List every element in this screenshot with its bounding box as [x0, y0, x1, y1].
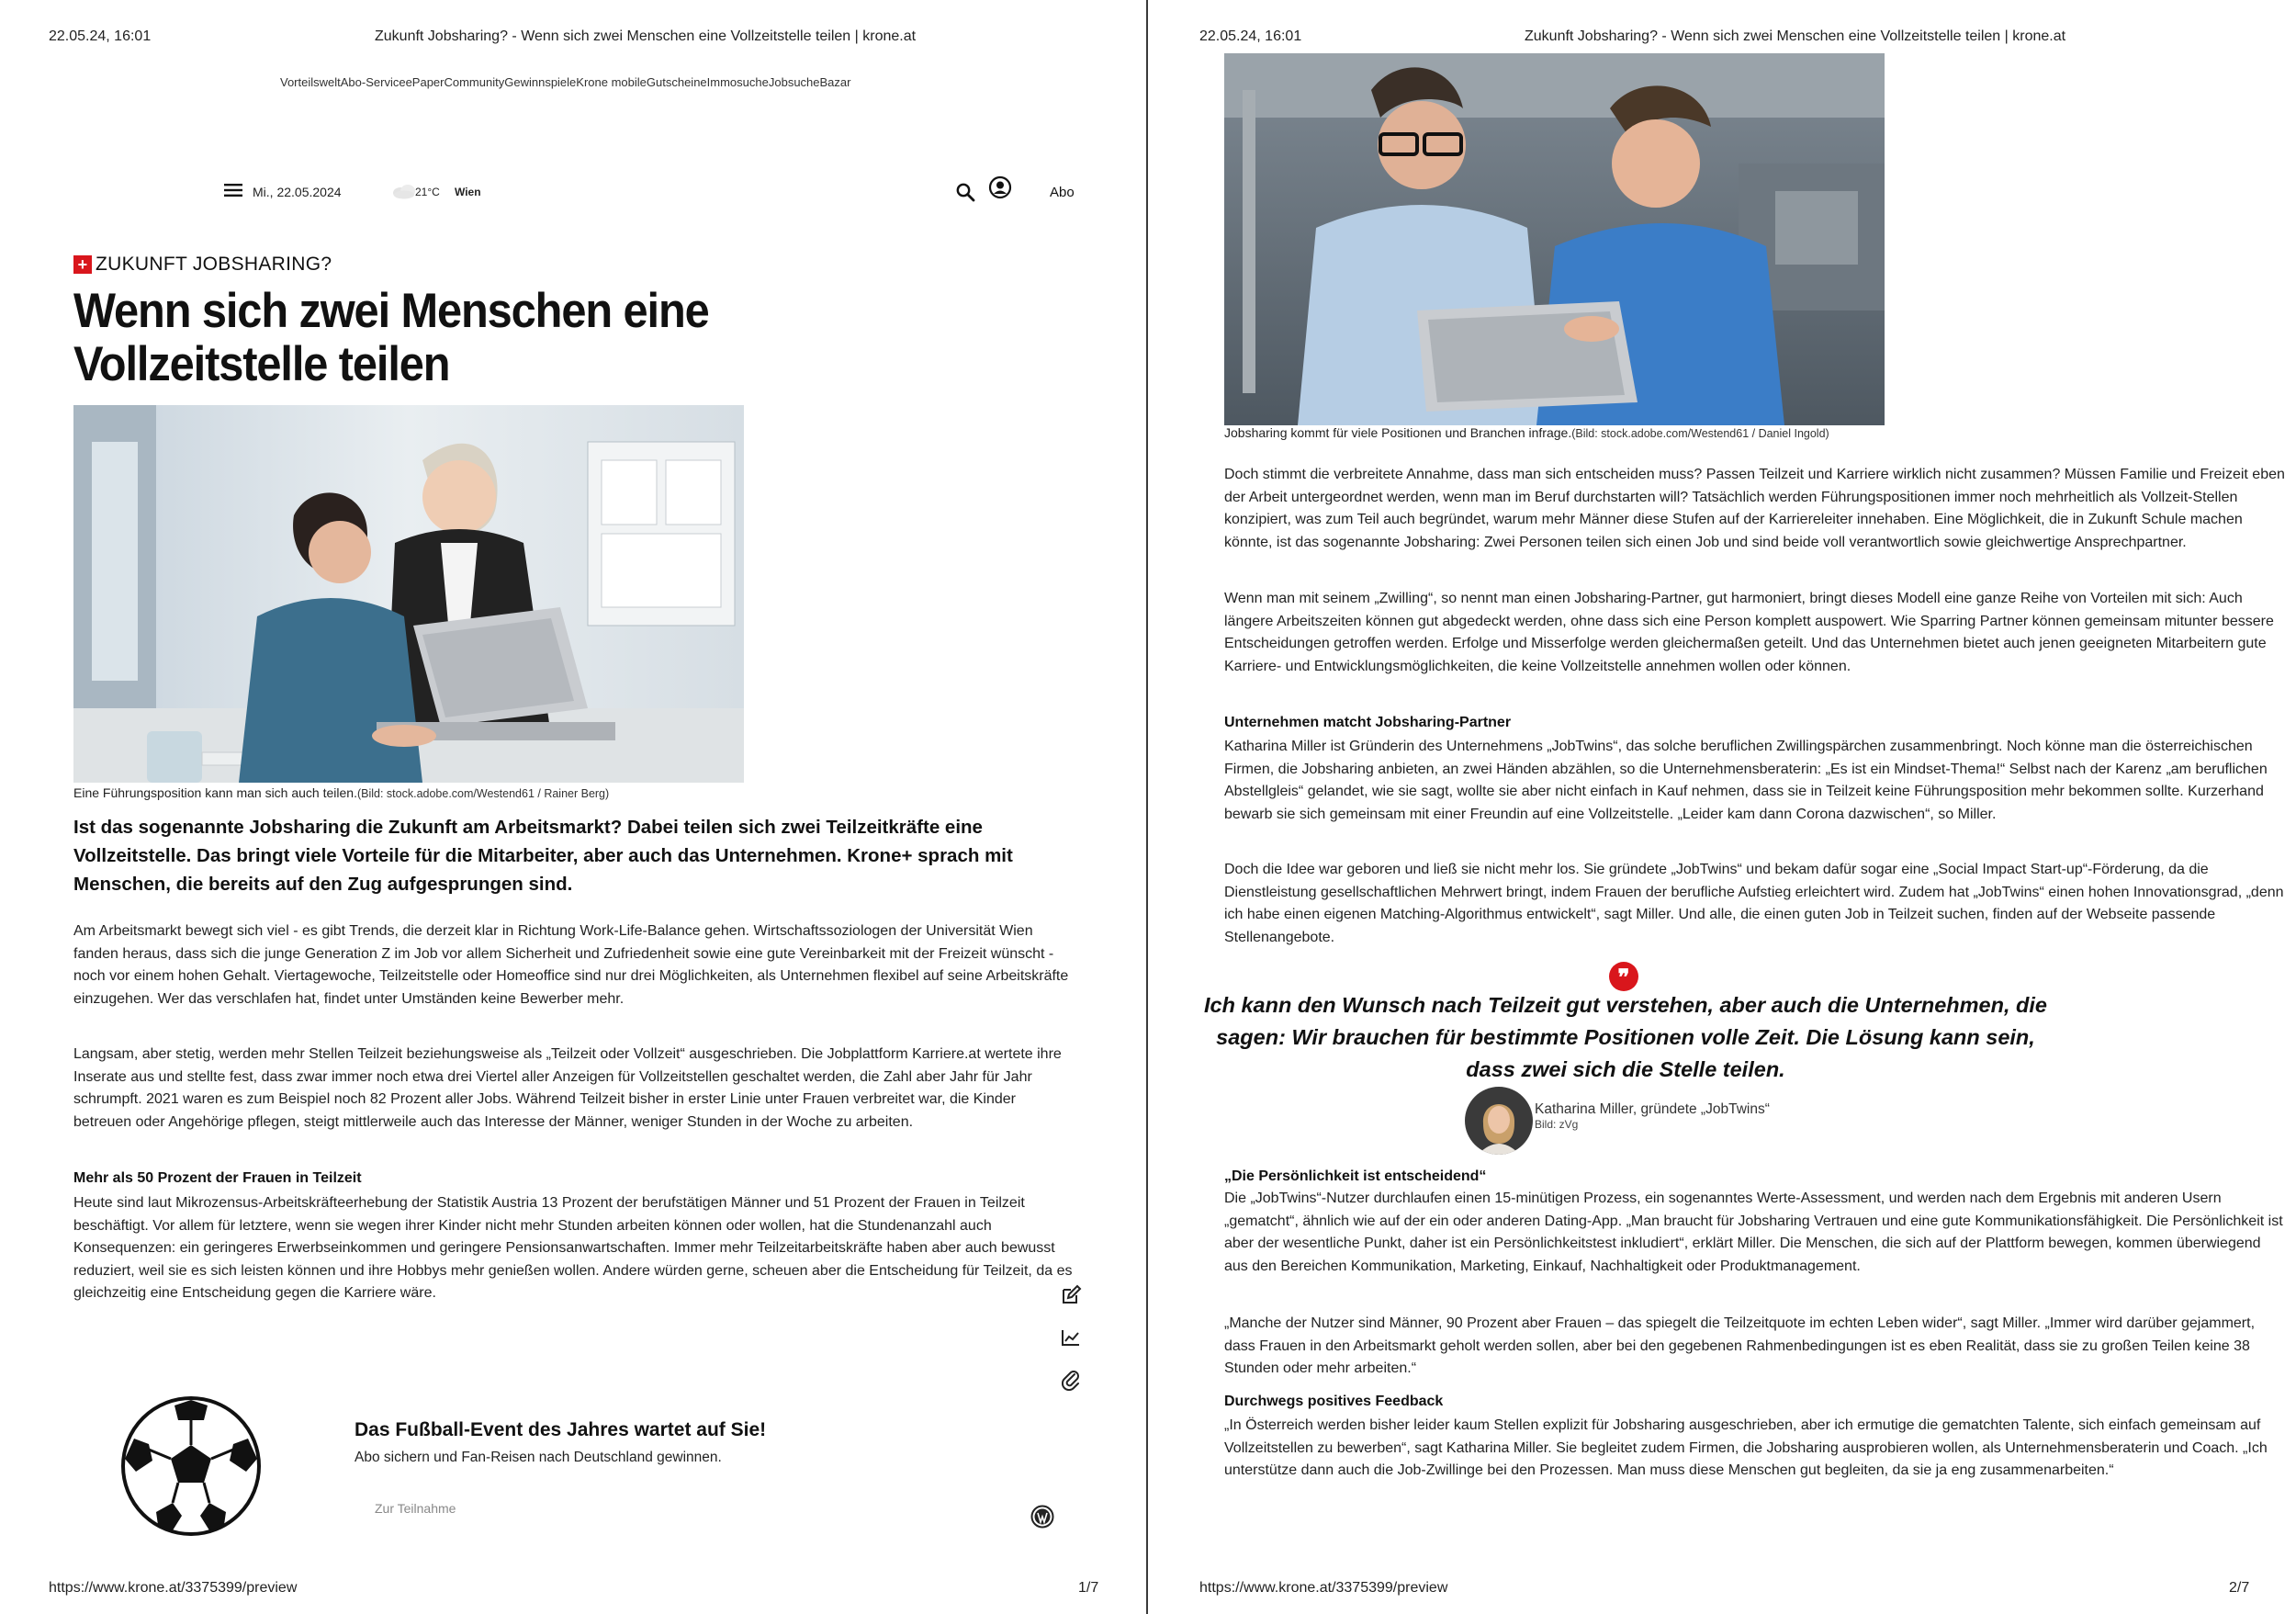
article-photo-office-women	[73, 405, 744, 783]
article-paragraph: Katharina Miller ist Gründerin des Unternehmens „JobTwins“, das solche beruflichen Zwillingspärchen zusammenbringt. Noch könne man die österreichischen Firmen, die Jobsharing anbieten, an zwei Händen abzählen, so die Unternehmensberaterin: „Es ist ein Mindset-Thema!“ Selbst nach der Karenz „am beruflichen Abstellgleis“ gelandet, wie sie sagt, wollte sie aber nicht einfach in Kauf nehmen, dass sie in Teilzeit keine Führungsposition mehr bekommen sollte. Kurzerhand bewarb sie sich gemeinsam mit einer Freundin auf eine Vollzeitstelle. „Leider kam dann Corona dazwischen“, so Miller.	[1224, 739, 2268, 822]
weather-city: Wien	[455, 186, 481, 198]
search-icon[interactable]	[952, 179, 978, 205]
caption-credit: (Bild: stock.adobe.com/Westend61 / Daniel Ingold)	[1571, 427, 1829, 440]
temperature: 21°C	[415, 186, 440, 198]
quote-author	[1465, 1087, 1770, 1155]
article-paragraph: Wenn man mit seinem „Zwilling“, so nennt man einen Jobsharing-Partner, gut harmoniert, bringt dieses Modell eine ganze Reihe von Vorteilen mit sich: Auch längere Arbeitszeiten können gut abgedeckt werden, ohne dass sich eine Person komplett auspowert. Wie Sparring Partner können gemeinsam mitunter bessere Entscheidungen getroffen werden. Erfolge und Misserfolge werden gleichermaßen geteilt. Und das Unternehmen bietet auch jenen geeigneten Mitarbeitern gute Karriere- und Entwicklungsmöglichkeiten, die keine Vollzeitstelle annehmen wollen oder können.	[1224, 591, 2274, 674]
print-page-number: 1/7	[1078, 1580, 1099, 1596]
article-paragraph: Langsam, aber stetig, werden mehr Stellen Teilzeit beziehungsweise als „Teilzeit oder Vollzeit“ ausgeschrieben. Die Jobplattform Karriere.at wertete ihre Inserate aus und stellte fest, dass zwar immer noch etwa drei Viertel aller Anzeigen für Vollzeitstellen geschaltet werden, die Zahl aber Jahr für Jahr schrumpft. 2021 waren es zum Beispiel noch 82 Prozent aller Jobs. Während Teilzeit bisher in erster Linie unter Frauen verbreitet war, die Kinder betreuen oder Angehörige pflegen, steigt mittlerweile auch das Interesse der Männer, weniger Stunden in der Woche zu arbeiten.	[73, 1046, 1062, 1130]
article-paragraph: „Manche der Nutzer sind Männer, 90 Prozent aber Frauen – das spiegelt die Teilzeitquote im echten Leben wider“, sagt Miller. „Immer wird darüber gejammert, dass Frauen in den Arbeitsmarkt geholt werden sollen, aber bei den gegebenen Rahmenbedingungen ist es eben Realität, dass sie zu großen Teilen keine 38 Stunden oder mehr arbeiten.“	[1224, 1315, 2256, 1376]
promo-link[interactable]: Zur Teilnahme	[375, 1501, 456, 1516]
article-paragraph: Doch die Idee war geboren und ließ sie nicht mehr los. Sie gründete „JobTwins“ und bekam dafür sogar eine „Social Impact Start-up“-Förderung, da die Dienstleistung gesellschaftlichen Mehrwert bringt, indem Frauen der berufliche Aufstieg erleichtert wird. Zudem hat „JobTwins“ einen hohen Innovationsgrad, „denn ich habe einen eigenen Matching-Algorithmus entwickelt“, sagt Miller. Und alle, die einen guten Job in Teilzeit suchen, finden auf der Webseite passende Stellenangebote.	[1224, 862, 2284, 945]
section-heading: Unternehmen matcht Jobsharing-Partner	[1224, 715, 1512, 730]
print-page-number: 2/7	[2229, 1580, 2250, 1596]
section-heading: „Die Persönlichkeit ist entscheidend“	[1224, 1168, 1487, 1184]
side-tools	[1058, 1282, 1086, 1409]
print-timestamp: 22.05.24, 16:01	[1199, 28, 1302, 44]
wordpress-icon	[1030, 1505, 1054, 1533]
nav-item[interactable]: Jobsuche	[768, 75, 820, 89]
article-paragraph: „In Österreich werden bisher leider kaum Stellen explizit für Jobsharing ausgeschrieben, aber ich ermutige die gematchten Talente, sich einfach gemeinsam auf Vollzeitstellen zu bewerben“, sagt Katharina Miller. Sie begleitet zudem Firmen, die Jobsharing ausprobieren wollen, als Unternehmensberaterin und Coach. „Ich unterstütze dann auch die Job-Zwillinge bei den Prozessen. Man muss diese Menschen gut begleiten, da sie ja eng zusammenarbeiten.“	[1224, 1417, 2268, 1478]
print-doc-title: Zukunft Jobsharing? - Wenn sich zwei Menschen eine Vollzeitstelle teilen | krone.at	[375, 28, 917, 44]
section-heading: Durchwegs positives Feedback	[1224, 1394, 1444, 1409]
caption-credit: (Bild: stock.adobe.com/Westend61 / Rainer Berg)	[356, 787, 610, 800]
print-url: https://www.krone.at/3375399/preview	[1199, 1580, 1448, 1596]
caption-text: Jobsharing kommt für viele Positionen und Branchen infrage.	[1224, 425, 1572, 440]
cloud-icon	[391, 183, 417, 204]
hamburger-icon[interactable]	[220, 177, 246, 203]
avatar	[1465, 1087, 1533, 1155]
nav-item[interactable]: Krone mobile	[576, 75, 647, 89]
print-doc-title: Zukunft Jobsharing? - Wenn sich zwei Menschen eine Vollzeitstelle teilen | krone.at	[1525, 28, 2066, 44]
top-navigation	[280, 75, 850, 89]
nav-item[interactable]: Vorteilswelt	[280, 75, 341, 89]
author-credit: Bild: zVg	[1535, 1118, 1579, 1131]
article-paragraph: Die „JobTwins“-Nutzer durchlaufen einen 15-minütigen Prozess, ein sogenanntes Werte-Assessment, und werden nach dem Ergebnis mit anderen Usern „gematcht“, ähnlich wie auf der ein oder anderen Dating-App. „Man braucht für Jobsharing Vertrauen und eine gute Kommunikationsfähigkeit. Die Persönlichkeit ist aber der wesentliche Punkt, daher ist ein Persönlichkeitstest inkludiert“, erklärt Miller. Die Menschen, die sich auf der Plattform bewegen, kommen überwiegend aus den Bereichen Kommunikation, Marketing, Einkauf, Nachhaltigkeit oder Produktmanagement.	[1224, 1191, 2283, 1274]
article-kicker	[73, 254, 332, 276]
quote-icon: ❞	[1609, 962, 1638, 991]
article-paragraph: Heute sind laut Mikrozensus-Arbeitskräfteerhebung der Statistik Austria 13 Prozent der berufstätigen Männer und 51 Prozent der Frauen in Teilzeit beschäftigt. Vor allem für letztere, wenn sie wegen ihrer Kinder nicht mehr Stunden arbeiten können oder wollen, hat die Stundenanzahl auch Konsequenzen: ein geringeres Erwerbseinkommen und geringere Pensionsanwartschaften. Immer mehr Teilzeitarbeitskräfte haben aber auch bewusst reduziert, weil sie es sich leisten können und ihre Hobbys mehr genießen wollen. Andere würden gerne, scheuen aber die Entscheidung für Teilzeit, da es gleichzeitig eine Entscheidung gegen die Karriere wäre.	[73, 1195, 1073, 1301]
toolbar-date: Mi., 22.05.2024	[253, 185, 342, 199]
nav-item[interactable]: Gewinnspiele	[504, 75, 577, 89]
section-heading: Mehr als 50 Prozent der Frauen in Teilzeit	[73, 1170, 362, 1186]
nav-item[interactable]: Immosuche	[706, 75, 769, 89]
nav-item[interactable]: Gutscheine	[646, 75, 707, 89]
article-photo-two-men	[1224, 53, 1885, 425]
plus-badge: +	[73, 255, 92, 274]
nav-item[interactable]: Community	[444, 75, 505, 89]
caption-text: Eine Führungsposition kann man sich auch teilen.	[73, 785, 357, 800]
nav-item[interactable]: ePaper	[405, 75, 445, 89]
abo-link[interactable]: Abo	[1050, 185, 1075, 200]
kicker-text: ZUKUNFT JOBSHARING?	[96, 254, 332, 275]
chart-icon[interactable]	[1058, 1325, 1084, 1350]
promo-title: Das Fußball-Event des Jahres wartet auf Sie!	[355, 1419, 767, 1440]
article-paragraph: Doch stimmt die verbreitete Annahme, dass man sich entscheiden muss? Passen Teilzeit und Karriere wirklich nicht zusammen? Müssen Familie und Freizeit eben der Arbeit untergeordnet werden, wenn man im Beruf durchstarten will? Tatsächlich werden Führungspositionen immer noch mehrheitlich als Vollzeit-Stellen konzipiert, was zum Teil auch begründet, warum mehr Männer diese Stufen auf der Karriereleiter innehaben. Eine Möglichkeit, die in Zukunft Schule machen könnte, ist das sogenannte Jobsharing: Zwei Personen teilen sich einen Job und sind beide voll verantwortlich sowie gleichwertige Ansprechpartner.	[1224, 467, 2285, 550]
photo-caption	[1224, 425, 1885, 441]
edit-icon[interactable]	[1058, 1282, 1084, 1308]
pull-quote: Ich kann den Wunsch nach Teilzeit gut verstehen, aber auch die Unternehmen, die sagen: Wir brauchen für bestimmte Positionen volle Zeit. Die Lösung kann sein, dass zwei sich die Stelle teilen.	[1203, 993, 2047, 1081]
soccer-ball-icon	[119, 1394, 263, 1538]
article-paragraph: Am Arbeitsmarkt bewegt sich viel - es gibt Trends, die derzeit klar in Richtung Work-Life-Balance gehen. Wirtschaftssoziologen der Universität Wien fanden heraus, dass sich die junge Generation Z im Job vor allem Sicherheit und Zufriedenheit sowie eine gute Vereinbarkeit mit der Freizeit wünscht - noch vor einem hohen Gehalt. Viertagewoche, Teilzeitstelle oder Homeoffice sind nur drei Möglichkeiten, als Unternehmen flexibel auf seine Arbeitskräfte einzugehen. Wer das verschlafen hat, findet unter Umständen keine Bewerber mehr.	[73, 923, 1069, 1007]
print-url: https://www.krone.at/3375399/preview	[49, 1580, 298, 1596]
nav-item[interactable]: Abo-Service	[340, 75, 406, 89]
author-name: Katharina Miller, gründete „JobTwins“	[1535, 1101, 1770, 1117]
article-lead: Ist das sogenannte Jobsharing die Zukunft am Arbeitsmarkt? Dabei teilen sich zwei Teilzeitkräfte eine Vollzeitstelle. Das bringt viele Vorteile für die Mitarbeiter, aber auch das Unternehmen. Krone+ sprach mit Menschen, die bereits auf den Zug aufgesprungen sind.	[73, 817, 1013, 895]
nav-item[interactable]: Bazar	[819, 75, 851, 89]
promo-subtitle: Abo sichern und Fan-Reisen nach Deutschland gewinnen.	[355, 1450, 722, 1465]
site-toolbar	[220, 177, 1079, 209]
print-timestamp: 22.05.24, 16:01	[49, 28, 152, 44]
attachment-icon[interactable]	[1058, 1367, 1084, 1393]
photo-caption	[73, 785, 609, 801]
user-icon[interactable]	[987, 175, 1013, 200]
article-headline: Wenn sich zwei Menschen eine Vollzeitstelle teilen	[73, 284, 709, 391]
